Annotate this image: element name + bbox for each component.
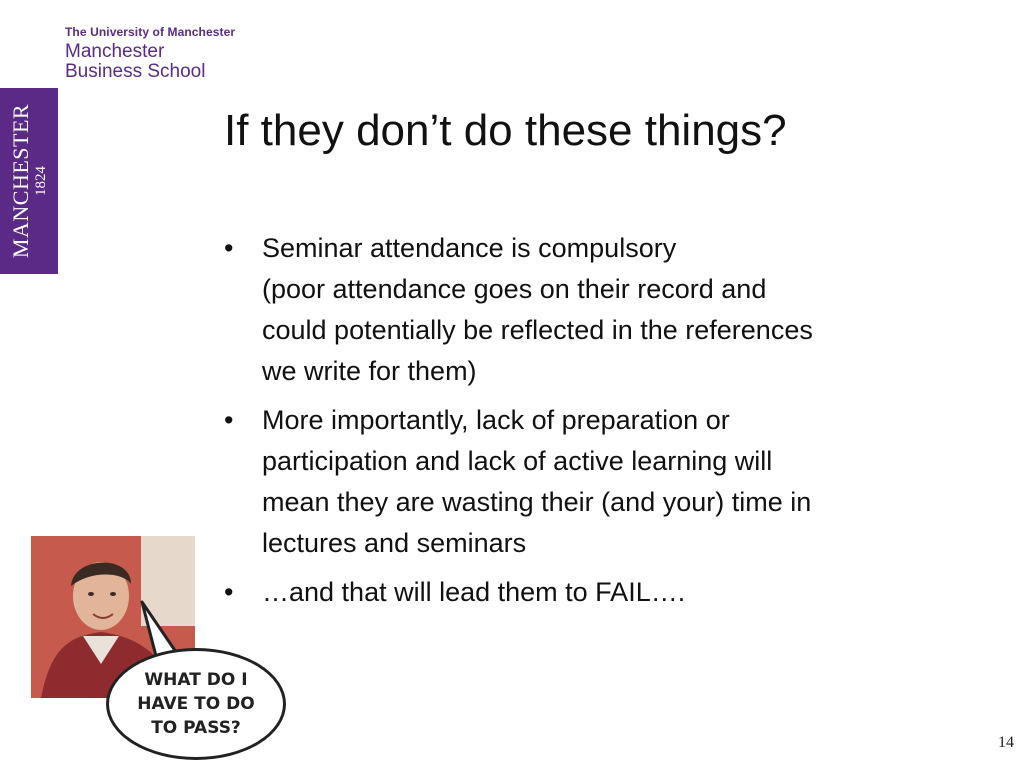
bullet-line: participation and lack of active learning will — [262, 446, 773, 476]
crest-word: MANCHESTER — [8, 103, 33, 259]
bullet-list — [224, 228, 984, 621]
school-name-line1: Manchester — [65, 41, 165, 62]
bullet-item — [224, 228, 984, 392]
bullet-line: More importantly, lack of preparation or — [262, 405, 730, 435]
bullet-line: mean they are wasting their (and your) time in — [262, 487, 812, 517]
page-number: 14 — [998, 734, 1014, 751]
manchester-crest-bar — [0, 88, 58, 274]
bullet-icon: • — [224, 405, 234, 435]
speech-bubble — [106, 648, 286, 760]
bullet-line: Seminar attendance is compulsory — [262, 233, 677, 263]
crest-text — [9, 104, 49, 258]
bullet-item — [224, 400, 984, 564]
speech-line: WHAT DO I — [144, 670, 248, 690]
school-name-line2: Business School — [65, 61, 206, 82]
bullet-icon: • — [224, 233, 234, 263]
bullet-line: could potentially be reflected in the references — [262, 315, 813, 345]
bullet-line: lectures and seminars — [262, 528, 527, 558]
bullet-line: (poor attendance goes on their record and — [262, 274, 767, 304]
speech-line: TO PASS? — [151, 718, 241, 738]
slide-title: If they don’t do these things? — [224, 106, 787, 155]
speech-line: HAVE TO DO — [137, 694, 255, 714]
university-name: The University of Manchester — [65, 25, 236, 39]
bullet-line: we write for them) — [262, 356, 477, 386]
crest-year: 1824 — [33, 166, 49, 196]
bullet-item — [224, 572, 984, 613]
bullet-line: …and that will lead them to FAIL…. — [262, 577, 686, 607]
speech-bubble-text — [126, 668, 266, 740]
university-logo — [65, 25, 235, 82]
bullet-icon: • — [224, 577, 234, 607]
